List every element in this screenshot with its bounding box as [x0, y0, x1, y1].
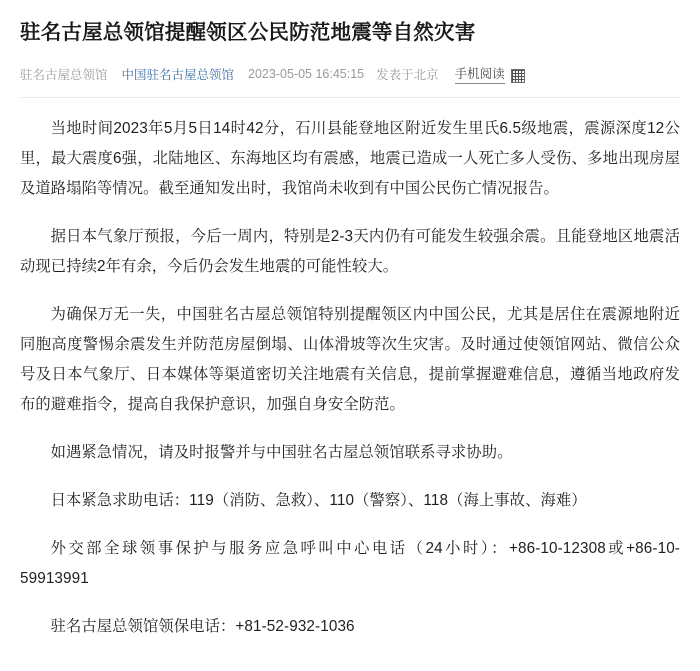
meta-timestamp: 2023-05-05 16:45:15: [248, 67, 365, 81]
paragraph: 当地时间2023年5月5日14时42分，石川县能登地区附近发生里氏6.5级地震，震源深度12公里，最大震度6强，北陆地区、东海地区均有震感，地震已造成一人死亡多人受伤、多地出现房屋及道路塌陷等情况。截至通知发出时，我馆尚未收到有中国公民伤亡情况报告。: [20, 120, 680, 197]
page-title: 驻名古屋总领馆提醒领区公民防范地震等自然灾害: [20, 21, 476, 44]
paragraph: 外交部全球领事保护与服务应急呼叫中心电话（24小时）：+86-10-12308或+86-10-59913991: [20, 540, 680, 587]
meta-source-link[interactable]: 中国驻名古屋总领馆: [121, 68, 235, 82]
qr-code-icon[interactable]: [511, 69, 525, 83]
meta-location: 发表于北京: [376, 68, 439, 82]
paragraph: 为确保万无一失，中国驻名古屋总领馆特别提醒领区内中国公民，尤其是居住在震源地附近同胞高度警惕余震发生并防范房屋倒塌、山体滑坡等次生灾害。及时通过使领馆网站、微信公众号及日本气象厅、日本媒体等渠道密切关注地震有关信息，提前掌握避难信息，遵循当地政府发布的避难指令，提高自我保护意识，加强自身安全防范。: [20, 306, 680, 413]
paragraph: 日本紧急求助电话：119（消防、急救）、110（警察）、118（海上事故、海难）: [50, 492, 587, 509]
meta-author: 驻名古屋总领馆: [20, 68, 108, 82]
paragraph: 如遇紧急情况，请及时报警并与中国驻名古屋总领馆联系寻求协助。: [50, 444, 513, 461]
paragraph: 驻名古屋总领馆领保电话：+81-52-932-1036: [50, 618, 355, 635]
paragraph: 据日本气象厅预报，今后一周内，特别是2-3天内仍有可能发生较强余震。且能登地区地震活动现已持续2年有余，今后仍会发生地震的可能性较大。: [20, 228, 680, 275]
article-meta: [20, 64, 680, 98]
mobile-read-button[interactable]: 手机阅读: [455, 64, 505, 84]
article-body: [20, 98, 680, 642]
